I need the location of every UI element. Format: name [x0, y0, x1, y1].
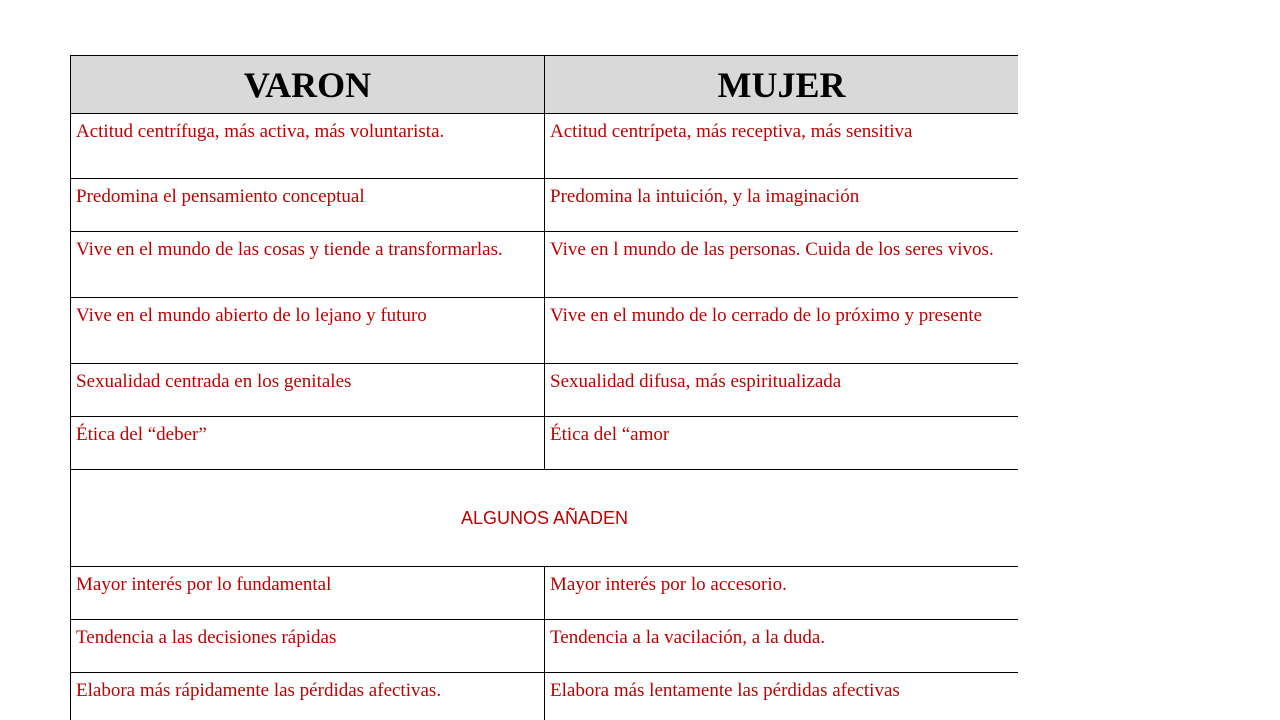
table-row — [71, 417, 1019, 470]
comparison-table — [70, 55, 1018, 720]
table-row — [71, 179, 1019, 232]
cell-varon: Vive en el mundo de las cosas y tiende a transformarlas. — [71, 232, 545, 298]
section-title: ALGUNOS AÑADEN — [71, 470, 1019, 567]
cell-varon: Ética del “deber” — [71, 417, 545, 470]
cell-varon: Vive en el mundo abierto de lo lejano y futuro — [71, 298, 545, 364]
header-varon: VARON — [71, 56, 545, 114]
table-row — [71, 567, 1019, 620]
cell-varon: Tendencia a las decisiones rápidas — [71, 620, 545, 673]
cell-mujer: Ética del “amor — [545, 417, 1019, 470]
section-row — [71, 470, 1019, 567]
cell-varon: Actitud centrífuga, más activa, más voluntarista. — [71, 114, 545, 179]
cell-varon: Mayor interés por lo fundamental — [71, 567, 545, 620]
cell-varon: Elabora más rápidamente las pérdidas afectivas. — [71, 673, 545, 720]
cell-mujer: Vive en l mundo de las personas. Cuida de los seres vivos. — [545, 232, 1019, 298]
cell-mujer: Actitud centrípeta, más receptiva, más sensitiva — [545, 114, 1019, 179]
cell-mujer: Tendencia a la vacilación, a la duda. — [545, 620, 1019, 673]
cell-varon: Sexualidad centrada en los genitales — [71, 364, 545, 417]
cell-mujer: Vive en el mundo de lo cerrado de lo próximo y presente — [545, 298, 1019, 364]
header-mujer: MUJER — [545, 56, 1019, 114]
table-row — [71, 232, 1019, 298]
table-row — [71, 620, 1019, 673]
cell-varon: Predomina el pensamiento conceptual — [71, 179, 545, 232]
cell-mujer: Sexualidad difusa, más espiritualizada — [545, 364, 1019, 417]
header-row — [71, 56, 1019, 114]
comparison-table-container — [70, 55, 1018, 720]
table-row — [71, 673, 1019, 720]
cell-mujer: Mayor interés por lo accesorio. — [545, 567, 1019, 620]
table-row — [71, 114, 1019, 179]
table-row — [71, 364, 1019, 417]
cell-mujer: Elabora más lentamente las pérdidas afectivas — [545, 673, 1019, 720]
table-row — [71, 298, 1019, 364]
cell-mujer: Predomina la intuición, y la imaginación — [545, 179, 1019, 232]
